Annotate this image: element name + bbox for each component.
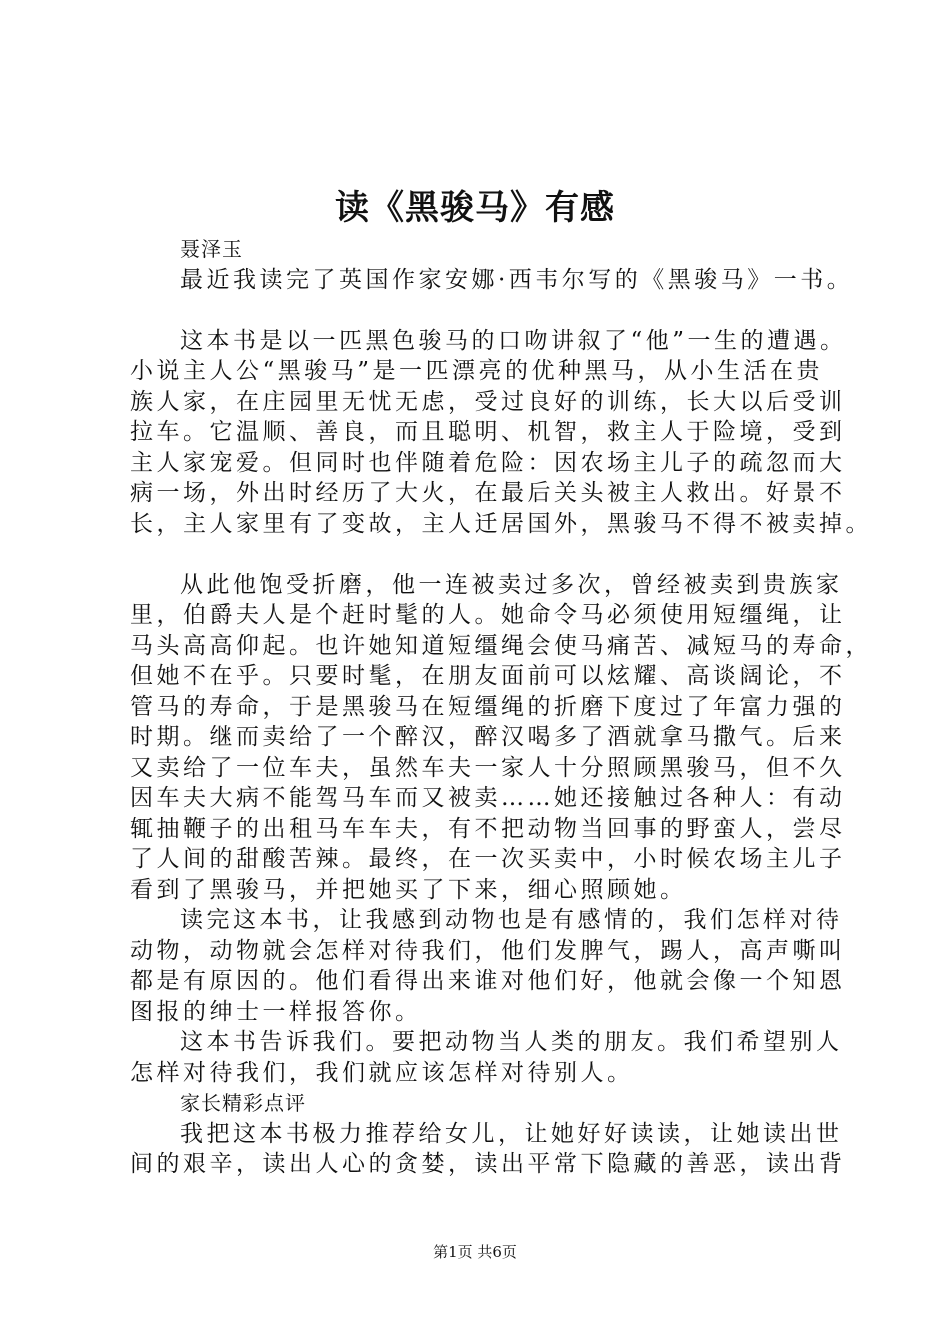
text-line: 间的艰辛，读出人心的贪婪，读出平常下隐藏的善恶，读出背 — [130, 1151, 846, 1177]
page-footer: 第1页 共6页 — [433, 1243, 517, 1261]
text-line: 里，伯爵夫人是个赶时髦的人。她命令马必须使用短缰绳，让 — [130, 602, 846, 628]
text-line: 了人间的甜酸苦辣。最终，在一次买卖中，小时候农场主儿子 — [130, 846, 846, 872]
text-line: 主人家宠爱。但同时也伴随着危险：因农场主儿子的疏忽而大 — [130, 449, 846, 476]
document-body — [130, 234, 872, 1180]
text-line: 我把这本书极力推荐给女儿，让她好好读读，让她读出世 — [180, 1120, 843, 1147]
text-line: 因车夫大病不能驾马车而又被卖……她还接触过各种人：有动 — [130, 785, 846, 811]
text-line: 这本书告诉我们。要把动物当人类的朋友。我们希望别人 — [180, 1029, 843, 1055]
document-title: 读《黑骏马》有感 — [335, 188, 615, 228]
text-line: 又卖给了一位车夫，虽然车夫一家人十分照顾黑骏马，但不久 — [130, 754, 846, 781]
text-line: 马头高高仰起。也许她知道短缰绳会使马痛苦、减短马的寿命， — [130, 632, 872, 659]
text-line: 动物，动物就会怎样对待我们，他们发脾气，踢人，高声嘶叫 — [130, 937, 846, 964]
text-line: 病一场，外出时经历了大火，在最后关头被主人救出。好景不 — [130, 480, 846, 506]
text-line: 时期。继而卖给了一个醉汉，醉汉喝多了酒就拿马撒气。后来 — [130, 724, 846, 750]
text-line: 但她不在乎。只要时髦，在朋友面前可以炫耀、高谈阔论，不 — [130, 663, 846, 689]
text-line: 辄抽鞭子的出租马车车夫，有不把动物当回事的野蛮人，尝尽 — [130, 815, 846, 842]
text-line: 小说主人公“黑骏马”是一匹漂亮的优种黑马，从小生活在贵 — [130, 358, 824, 384]
text-line: 怎样对待我们，我们就应该怎样对待别人。 — [130, 1059, 634, 1086]
text-line: 都是有原因的。他们看得出来谁对他们好，他就会像一个知恩 — [130, 968, 846, 994]
text-line: 图报的绅士一样报答你。 — [130, 998, 422, 1025]
paragraph-gap — [130, 295, 855, 326]
text-line: 看到了黑骏马，并把她买了下来，细心照顾她。 — [130, 876, 687, 903]
text-line: 族人家，在庄园里无忧无虑，受过良好的训练，长大以后受训 — [130, 388, 846, 415]
section-label: 家长精彩点评 — [180, 1091, 306, 1115]
paragraph-gap — [130, 539, 855, 570]
author-name: 聂泽玉 — [180, 237, 243, 261]
text-line: 长，主人家里有了变故，主人迁居国外，黑骏马不得不被卖掉。 — [130, 510, 872, 537]
text-line: 拉车。它温顺、善良，而且聪明、机智，救主人于险境，受到 — [130, 419, 846, 445]
text-line: 读完这本书，让我感到动物也是有感情的，我们怎样对待 — [180, 907, 843, 933]
text-line: 管马的寿命，于是黑骏马在短缰绳的折磨下度过了年富力强的 — [130, 693, 846, 720]
text-line: 从此他饱受折磨，他一连被卖过多次，曾经被卖到贵族家 — [180, 571, 843, 598]
text-line: 这本书是以一匹黑色骏马的口吻讲叙了“他”一生的遭遇。 — [180, 327, 847, 354]
paragraph-lines — [130, 265, 872, 1180]
text-line: 最近我读完了英国作家安娜·西韦尔写的《黑骏马》一书。 — [180, 266, 854, 293]
